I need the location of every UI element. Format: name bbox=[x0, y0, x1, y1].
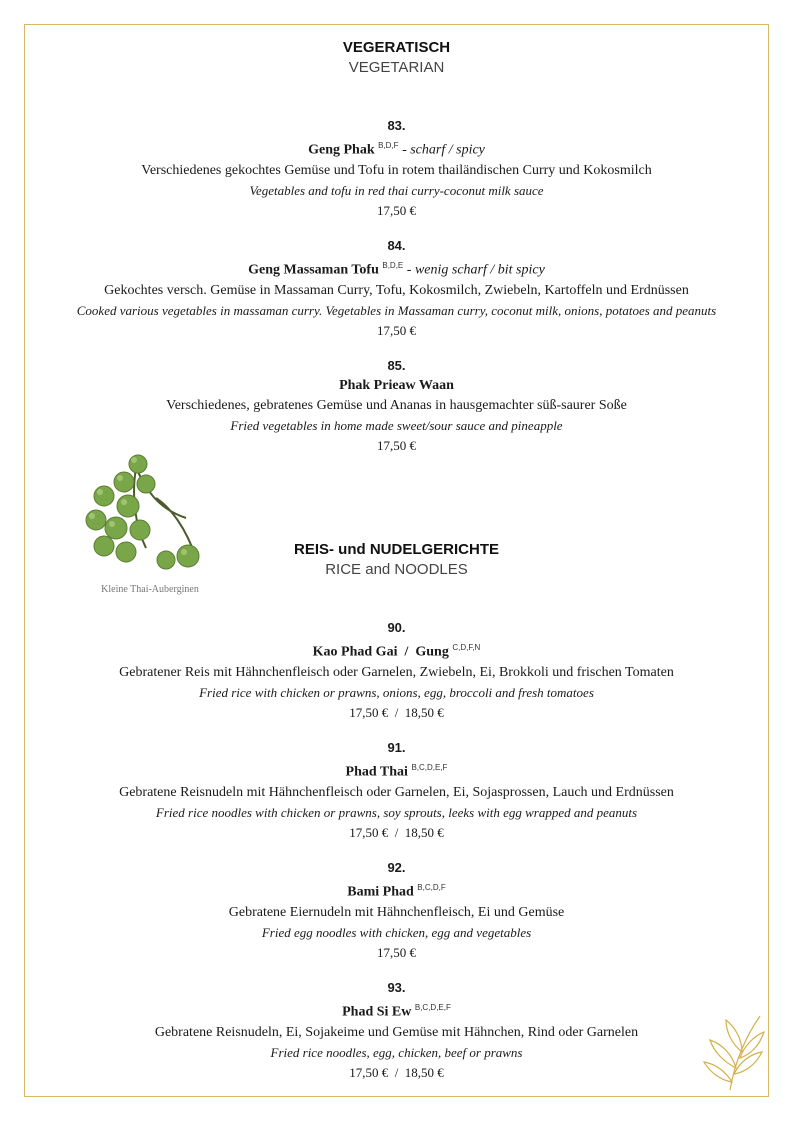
price: 17,50 € bbox=[377, 202, 416, 218]
allergen-codes: B,C,D,E,F bbox=[414, 1003, 451, 1012]
allergen-codes: C,D,F,N bbox=[452, 643, 481, 652]
section-header-vegetarian bbox=[0, 38, 793, 78]
item-name-line bbox=[0, 376, 793, 396]
section-header-rice-noodles bbox=[0, 540, 793, 580]
item-name-line bbox=[0, 758, 793, 783]
menu-item bbox=[0, 978, 793, 1083]
photo-caption: Kleine Thai-Auberginen bbox=[101, 584, 199, 595]
price: 17,50 € / 18,50 € bbox=[349, 704, 444, 720]
menu-item bbox=[0, 116, 793, 221]
price: 17,50 € / 18,50 € bbox=[349, 1064, 444, 1080]
item-name-line bbox=[0, 878, 793, 903]
allergen-codes: B,D,F bbox=[378, 141, 399, 150]
item-name: Kao Phad Gai / Gung bbox=[312, 644, 449, 660]
price: 17,50 € bbox=[377, 322, 416, 338]
item-number: 91. bbox=[387, 740, 406, 755]
item-name: Geng Phak bbox=[308, 142, 375, 158]
description-de: Gekochtes versch. Gemüse in Massaman Curry, Tofu, Kokosmilch, Zwiebeln, Kartoffeln und Erdnüssen bbox=[104, 282, 689, 298]
item-number: 84. bbox=[387, 238, 406, 253]
allergen-codes: B,D,E bbox=[382, 261, 404, 270]
description-de: Gebratene Reisnudeln, Ei, Sojakeime und Gemüse mit Hähnchen, Rind oder Garnelen bbox=[154, 1024, 639, 1040]
price: 17,50 € / 18,50 € bbox=[349, 824, 444, 840]
allergen-codes: B,C,D,F bbox=[417, 883, 446, 892]
description-de: Verschiedenes gekochtes Gemüse und Tofu in rotem thailändischen Curry und Kokosmilch bbox=[141, 162, 652, 178]
menu-item bbox=[0, 618, 793, 723]
menu-item bbox=[0, 738, 793, 843]
item-name-line bbox=[0, 638, 793, 663]
description-en: Fried egg noodles with chicken, egg and vegetables bbox=[261, 924, 532, 940]
item-name: Bami Phad bbox=[347, 884, 414, 900]
description-en: Fried rice noodles with chicken or prawns, soy sprouts, leeks with egg wrapped and peanuts bbox=[155, 804, 638, 820]
item-number: 90. bbox=[387, 620, 406, 635]
section-title-en: VEGETARIAN bbox=[348, 59, 445, 76]
item-number: 85. bbox=[387, 358, 406, 373]
menu-item bbox=[0, 858, 793, 963]
item-number: 93. bbox=[387, 980, 406, 995]
description-en: Cooked various vegetables in massaman curry. Vegetables in Massaman curry, coconut milk, onions, potatoes and peanuts bbox=[76, 302, 717, 318]
menu-item bbox=[0, 356, 793, 456]
price: 17,50 € bbox=[377, 944, 416, 960]
item-name: Phad Thai bbox=[345, 764, 408, 780]
item-number: 83. bbox=[387, 118, 406, 133]
price: 17,50 € bbox=[377, 438, 416, 453]
leaf-ornament-icon bbox=[700, 1012, 766, 1092]
spice-level: - wenig scharf / bit spicy bbox=[406, 262, 545, 278]
section-title-en: RICE and NOODLES bbox=[325, 561, 468, 578]
item-name-line bbox=[0, 256, 793, 281]
description-de: Verschiedenes, gebratenes Gemüse und Ananas in hausgemachter süß-saurer Soße bbox=[166, 398, 627, 413]
description-en: Fried rice noodles, egg, chicken, beef or prawns bbox=[270, 1044, 523, 1060]
description-en: Fried rice with chicken or prawns, onions, egg, broccoli and fresh tomatoes bbox=[199, 684, 594, 700]
item-name: Geng Massaman Tofu bbox=[248, 262, 379, 278]
spice-level: - scharf / spicy bbox=[402, 142, 485, 158]
item-name-line bbox=[0, 136, 793, 161]
item-number: 92. bbox=[387, 860, 406, 875]
section-title-de: VEGERATISCH bbox=[342, 39, 451, 56]
item-name-line bbox=[0, 998, 793, 1023]
description-en: Fried vegetables in home made sweet/sour sauce and pineapple bbox=[230, 418, 563, 433]
description-de: Gebratene Eiernudeln mit Hähnchenfleisch, Ei und Gemüse bbox=[228, 904, 565, 920]
description-de: Gebratener Reis mit Hähnchenfleisch oder Garnelen, Zwiebeln, Ei, Brokkoli und frischen Tomaten bbox=[119, 664, 674, 680]
section-title-de: REIS- und NUDELGERICHTE bbox=[294, 541, 499, 558]
description-en: Vegetables and tofu in red thai curry-coconut milk sauce bbox=[249, 182, 544, 198]
item-name: Phak Prieaw Waan bbox=[339, 378, 454, 393]
allergen-codes: B,C,D,E,F bbox=[411, 763, 448, 772]
item-name: Phad Si Ew bbox=[342, 1004, 412, 1020]
menu-item bbox=[0, 236, 793, 341]
description-de: Gebratene Reisnudeln mit Hähnchenfleisch oder Garnelen, Ei, Sojasprossen, Lauch und Erdnüssen bbox=[119, 784, 674, 800]
